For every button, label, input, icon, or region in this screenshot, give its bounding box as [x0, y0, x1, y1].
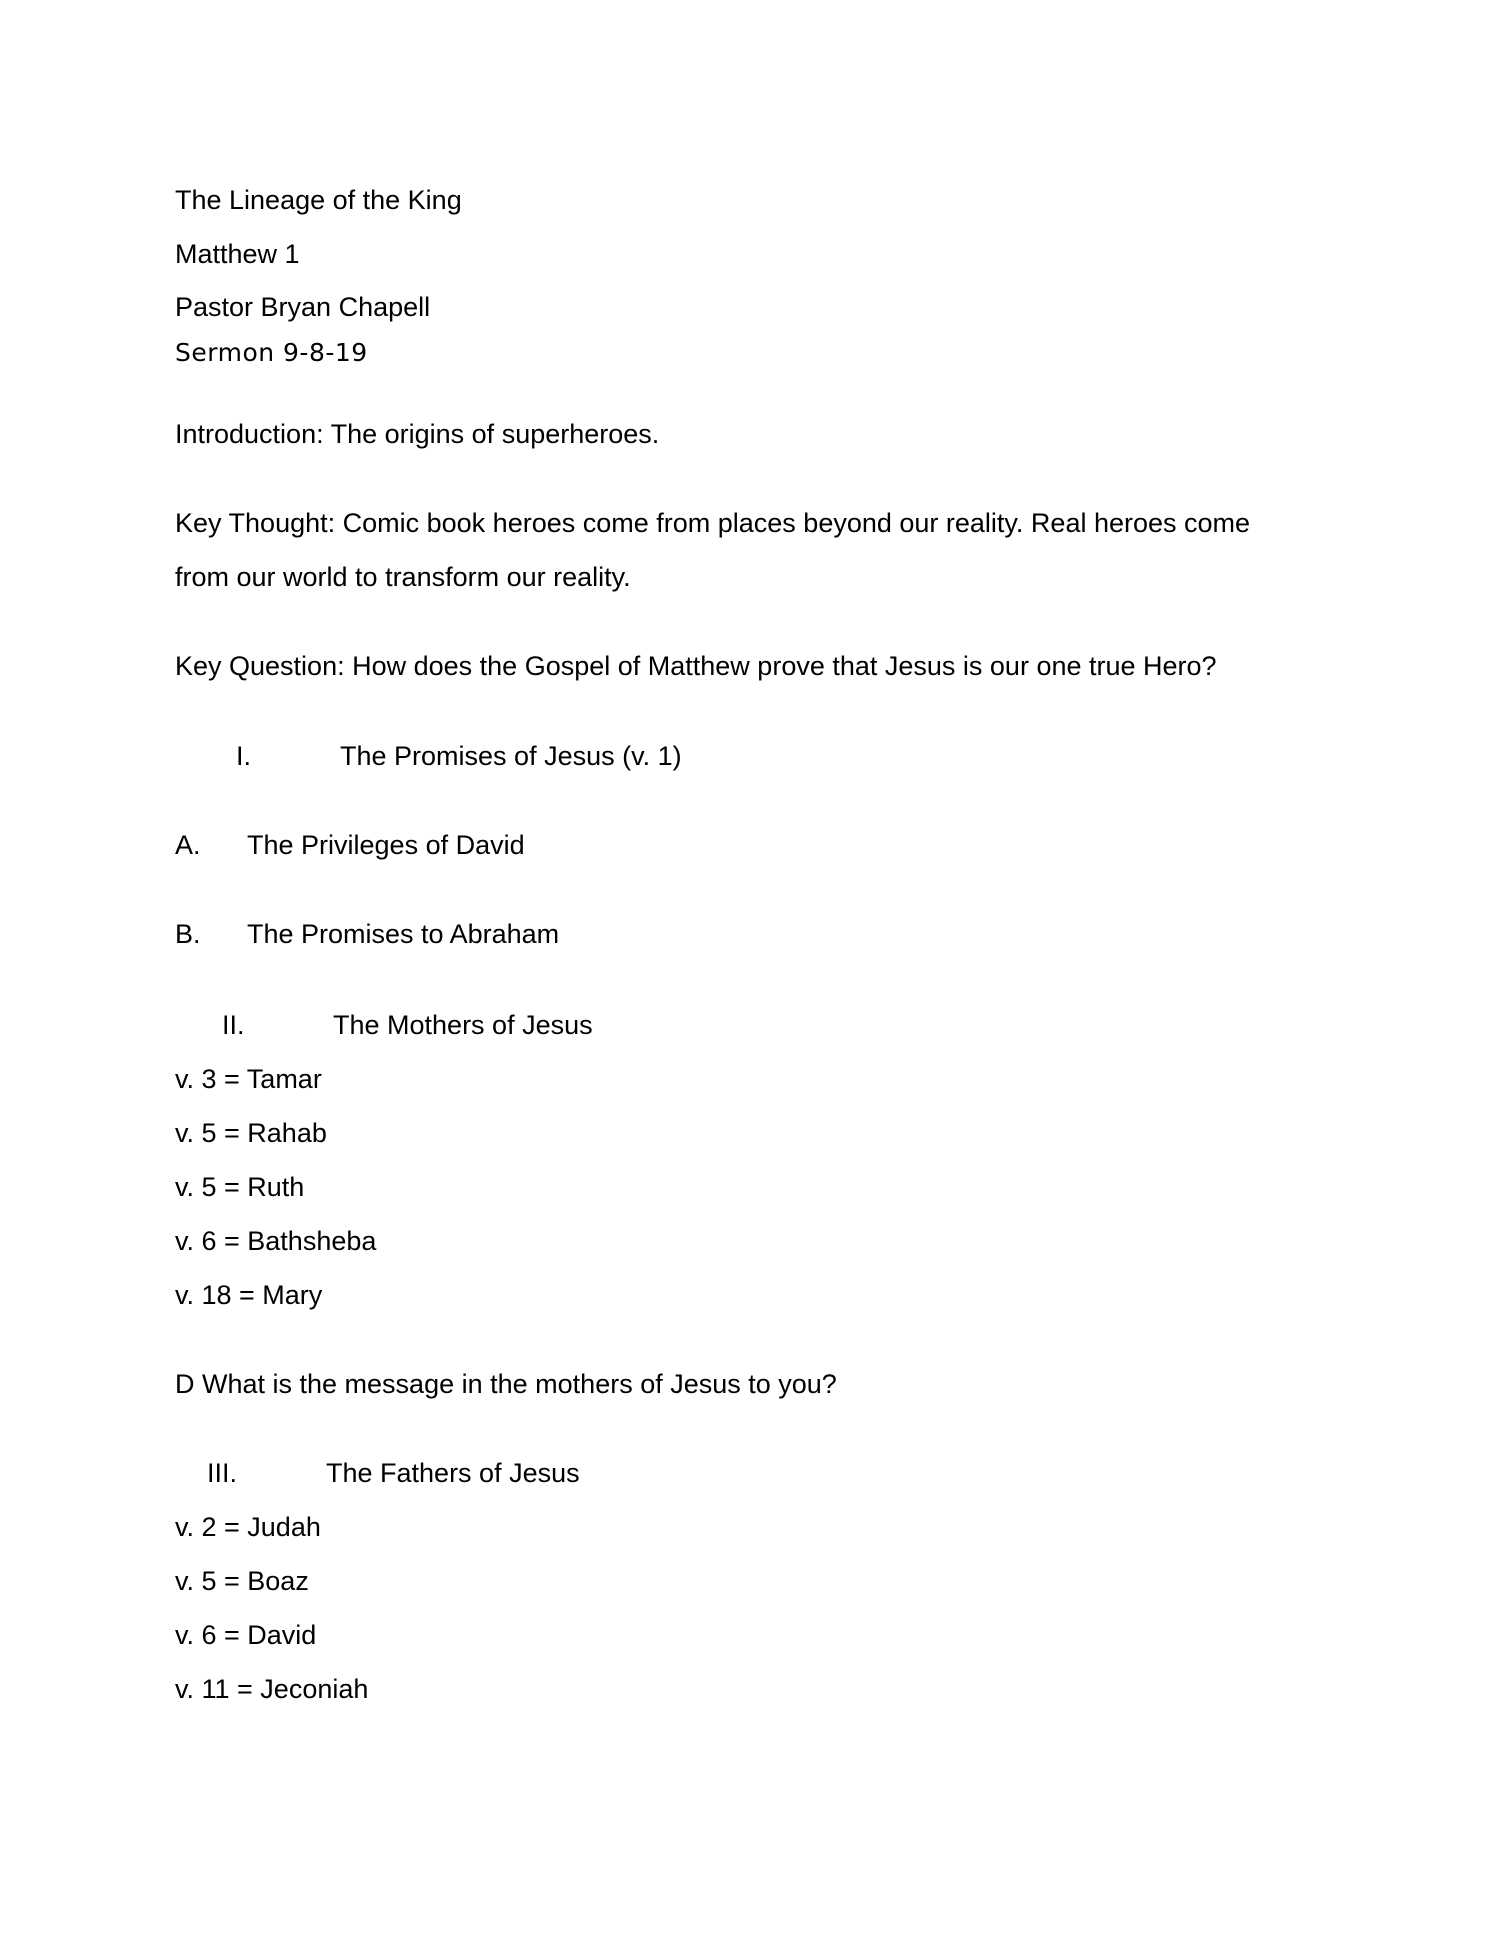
sermon-title: The Lineage of the King: [175, 185, 462, 215]
subpoint-b-letter: B.: [175, 919, 201, 949]
section-3-numeral: III.: [207, 1458, 238, 1488]
mothers-question: D What is the message in the mothers of Jesus to you?: [175, 1369, 837, 1399]
mother-verse-tamar: v. 3 = Tamar: [175, 1064, 322, 1094]
mother-verse-rahab: v. 5 = Rahab: [175, 1118, 327, 1148]
key-thought-line-2: from our world to transform our reality.: [175, 562, 631, 592]
mother-verse-ruth: v. 5 = Ruth: [175, 1172, 305, 1202]
father-verse-david: v. 6 = David: [175, 1620, 317, 1650]
scripture-passage: Matthew 1: [175, 239, 300, 269]
section-2-numeral: II.: [222, 1010, 245, 1040]
subpoint-b-text: The Promises to Abraham: [247, 919, 560, 949]
mother-verse-bathsheba: v. 6 = Bathsheba: [175, 1226, 377, 1256]
mother-verse-mary: v. 18 = Mary: [175, 1280, 323, 1310]
sermon-date: Sermon 9-8-19: [175, 338, 368, 367]
introduction: Introduction: The origins of superheroes.: [175, 419, 660, 449]
father-verse-jeconiah: v. 11 = Jeconiah: [175, 1674, 369, 1704]
key-question: Key Question: How does the Gospel of Matthew prove that Jesus is our one true Hero?: [175, 651, 1217, 681]
speaker-name: Pastor Bryan Chapell: [175, 292, 431, 322]
section-1-numeral: I.: [236, 741, 252, 771]
section-3-title: The Fathers of Jesus: [326, 1458, 580, 1488]
section-1-title: The Promises of Jesus (v. 1): [340, 741, 682, 771]
section-2-title: The Mothers of Jesus: [333, 1010, 593, 1040]
subpoint-a-text: The Privileges of David: [247, 830, 525, 860]
father-verse-boaz: v. 5 = Boaz: [175, 1566, 309, 1596]
subpoint-a-letter: A.: [175, 830, 201, 860]
father-verse-judah: v. 2 = Judah: [175, 1512, 321, 1542]
key-thought-line-1: Key Thought: Comic book heroes come from places beyond our reality. Real heroes come: [175, 508, 1251, 538]
